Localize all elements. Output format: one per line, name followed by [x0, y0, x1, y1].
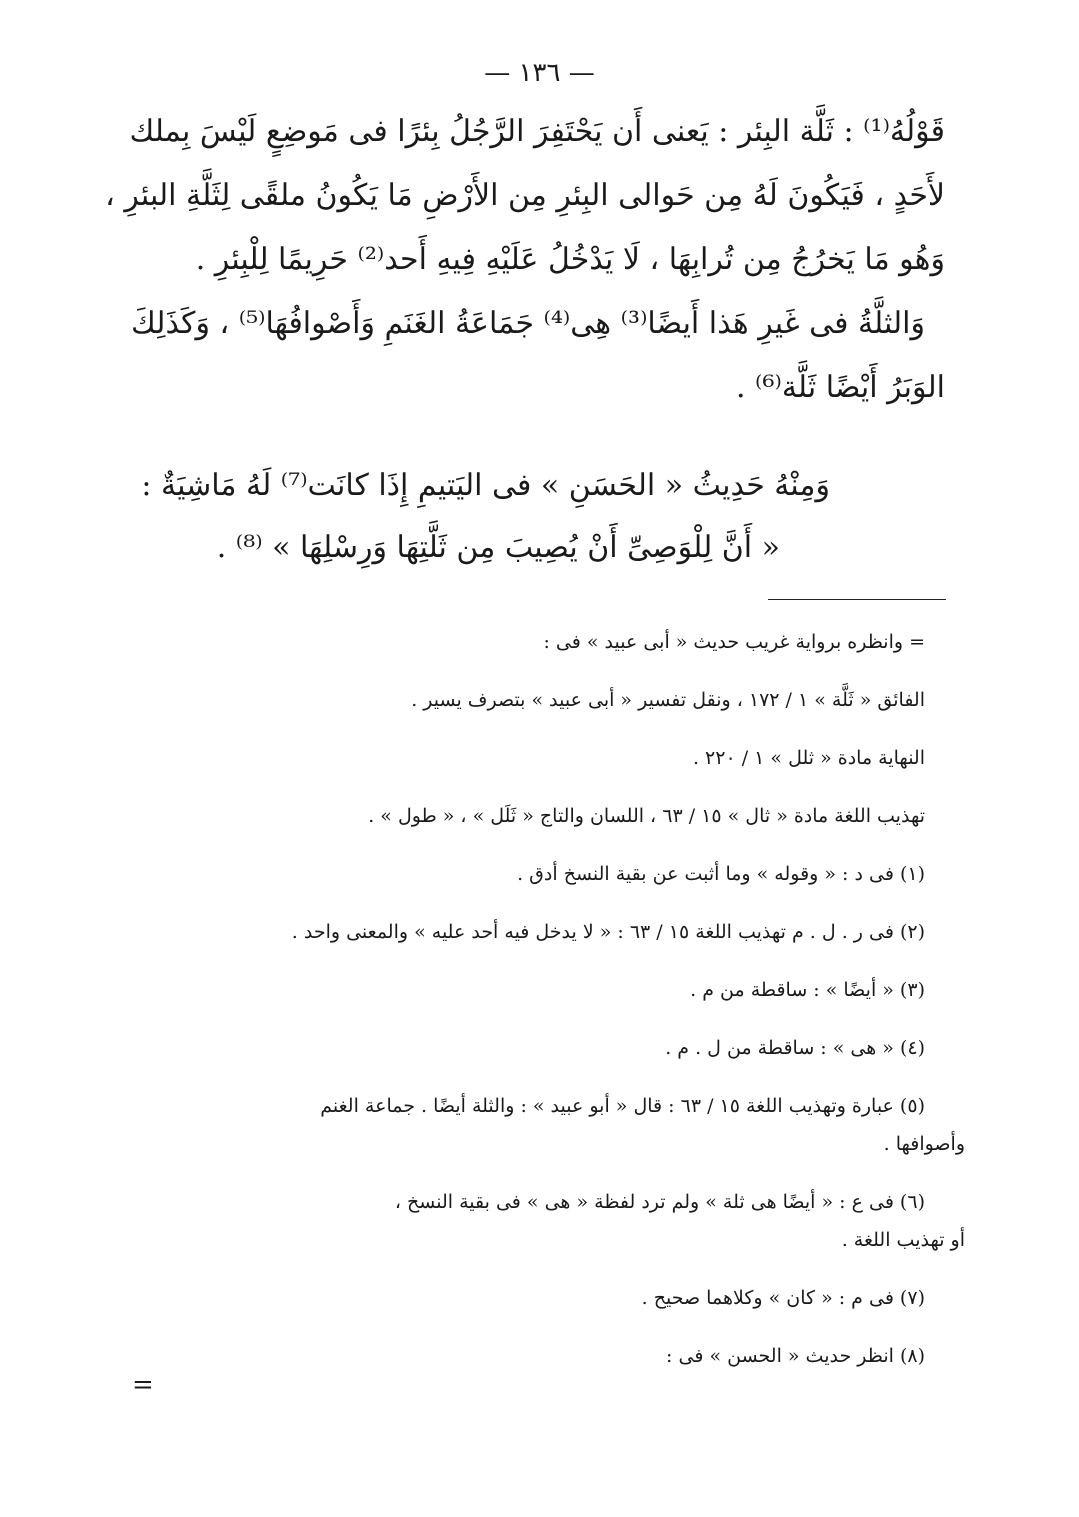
- footnote-line: تهذيب اللغة مادة « ثال » ١٥ / ٦٣ ، اللسان والتاج « ثَلَل » ، « طول » .: [368, 805, 925, 827]
- footnote-line: (٣) « أيضًا » : ساقطة من م .: [690, 979, 925, 1001]
- footnote-divider: [768, 599, 946, 600]
- footnote-line: = وانظره برواية غريب حديث « أبى عبيد » فى :: [543, 631, 925, 653]
- quote-line: « أَنَّ لِلْوَصِىِّ أَنْ يُصِيبَ مِن ثَلَّتِهَا وَرِسْلِهَا » ⁽⁸⁾ .: [216, 530, 780, 565]
- footnote-line: الفائق « ثَلَّة » ١ / ١٧٢ ، ونقل تفسير « أبى عبيد » بتصرف يسير .: [411, 689, 925, 711]
- footnote-line: (٧) فى م : « كان » وكلاهما صحيح .: [641, 1287, 925, 1309]
- footnotes: [135, 628, 965, 1400]
- footnote-line: (٤) « هى » : ساقطة من ل . م .: [665, 1037, 925, 1059]
- continuation-mark: =: [132, 1370, 154, 1400]
- footnote-line: وأصوافها .: [883, 1133, 965, 1155]
- footnote-line: (٦) فى ع : « أيضًا هى ثلة » ولم ترد لفظة « هى » فى بقية النسخ ،: [394, 1191, 925, 1213]
- main-text: [105, 100, 945, 420]
- main-text-line: وَهُو مَا يَخرُجُ مِن تُرابِهَا ، لَا يَدْخُلُ عَلَيْهِ فِيهِ أَحد⁽²⁾ حَرِيمًا لِلْبِئرِ .: [195, 242, 945, 277]
- footnote-line: أو تهذيب اللغة .: [841, 1229, 965, 1251]
- main-text-line: لأَحَدٍ ، فَيَكُونَ لَهُ مِن حَوالى البِئرِ مِن الأَرْضِ مَا يَكُونُ ملقًى لِثَلَّةِ البئرِ ،: [105, 178, 945, 213]
- quote-line: وَمِنْهُ حَدِيثُ « الحَسَنِ » فى اليَتيمِ إِذَا كانَت⁽⁷⁾ لَهُ مَاشِيَةٌ :: [141, 468, 830, 503]
- page-number: — ١٣٦ —: [484, 58, 595, 88]
- main-text-line: قَوْلُهُ⁽¹⁾ : ثَلَّة البِئر : يَعنى أَن يَحْتَفِرَ الرَّجُلُ بِئرًا فى مَوضِعٍ لَيْسَ بِملك: [129, 114, 945, 149]
- footnote-line: (٢) فى ر . ل . م تهذيب اللغة ١٥ / ٦٣ : « لا يدخل فيه أحد عليه » والمعنى واحد .: [291, 921, 925, 943]
- footnote-line: (٥) عبارة وتهذيب اللغة ١٥ / ٦٣ : قال « أبو عبيد » : والثلة أيضًا . جماعة الغنم: [320, 1095, 925, 1117]
- footnote-line: النهاية مادة « ثلل » ١ / ٢٢٠ .: [692, 747, 925, 769]
- main-text-line: الوَبَرُ أَيْضًا ثَلَّة⁽⁶⁾ .: [735, 370, 945, 405]
- main-text-line: وَالثلَّةُ فى غَيرِ هَذا أَيضًا⁽³⁾ هِى⁽⁴⁾ جَمَاعَةُ الغَنَمِ وَأَصْوافُهَا⁽⁵⁾ ، وَكَذَلِكَ: [131, 306, 925, 341]
- hadith-quote: [141, 455, 830, 579]
- footnote-line: (١) فى د : « وقوله » وما أثبت عن بقية النسخ أدق .: [517, 863, 925, 885]
- footnote-line: (٨) انظر حديث « الحسن » فى :: [666, 1345, 925, 1367]
